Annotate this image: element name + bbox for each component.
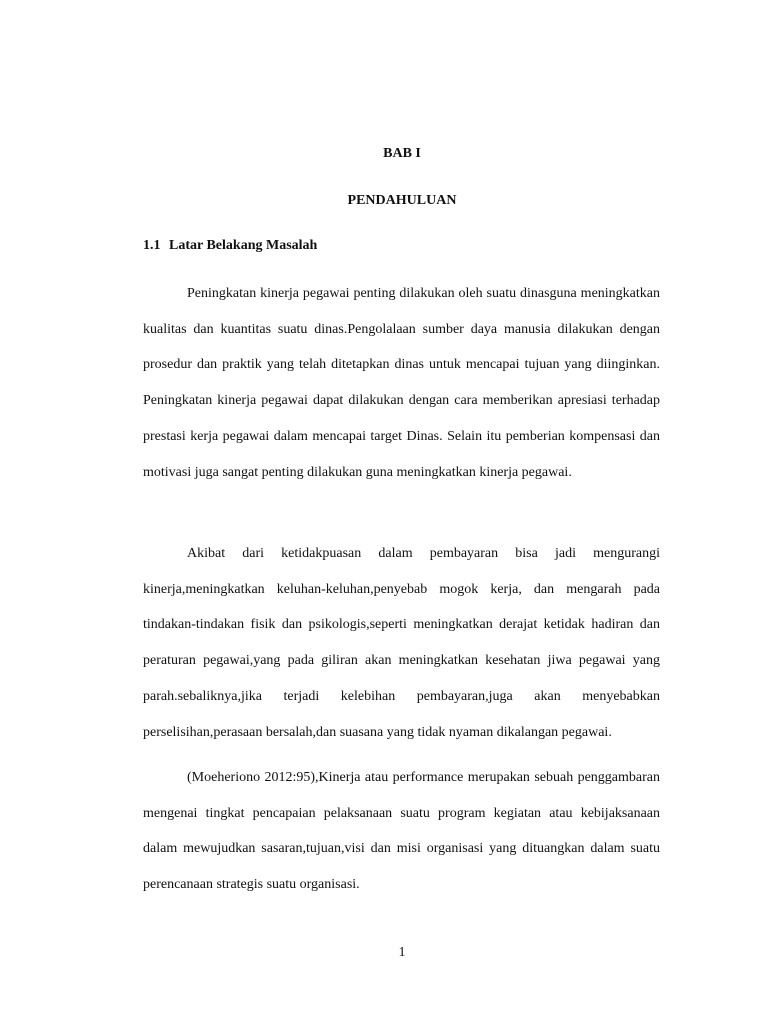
body-paragraph: Peningkatan kinerja pegawai penting dilakukan oleh suatu dinasguna meningkatkan kualitas dan kuantitas suatu dinas.Pengolalaan sumber daya manusia dilakukan dengan prosedur dan praktik yang telah ditetapkan dinas untuk mencapai tujuan yang diinginkan. Peningkatan kinerja pegawai dapat dilakukan dengan cara memberikan apresiasi terhadap prestasi kerja pegawai dalam mencapai target Dinas. Selain itu pemberian kompensasi dan motivasi juga sangat penting dilakukan guna meningkatkan kinerja pegawai. <box>143 286 660 480</box>
section-title: Latar Belakang Masalah <box>169 238 318 253</box>
chapter-title: PENDAHULUAN <box>347 193 457 208</box>
section-heading <box>143 238 317 254</box>
section-number: 1.1 <box>143 238 161 253</box>
body-paragraph: (Moeheriono 2012:95),Kinerja atau performance merupakan sebuah penggambaran mengenai tingkat pencapaian pelaksanaan suatu program kegiatan atau kebijaksanaan dalam mewujudkan sasaran,tujuan,visi dan misi organisasi yang dituangkan dalam suatu perencanaan strategis suatu organisasi. <box>143 770 660 893</box>
chapter-number: BAB I <box>383 146 421 161</box>
body-paragraph: Akibat dari ketidakpuasan dalam pembayaran bisa jadi mengurangi kinerja,meningkatkan keluhan-keluhan,penyebab mogok kerja, dan mengarah pada tindakan-tindakan fisik dan psikologis,seperti meningkatkan derajat ketidak hadiran dan peraturan pegawai,yang pada giliran akan meningkatkan kesehatan jiwa pegawai yang parah.sebaliknya,jika terjadi kelebihan pembayaran,juga akan menyebabkan perselisihan,perasaan bersalah,dan suasana yang tidak nyaman dikalangan pegawai. <box>143 546 660 740</box>
page-number: 1 <box>398 945 406 960</box>
